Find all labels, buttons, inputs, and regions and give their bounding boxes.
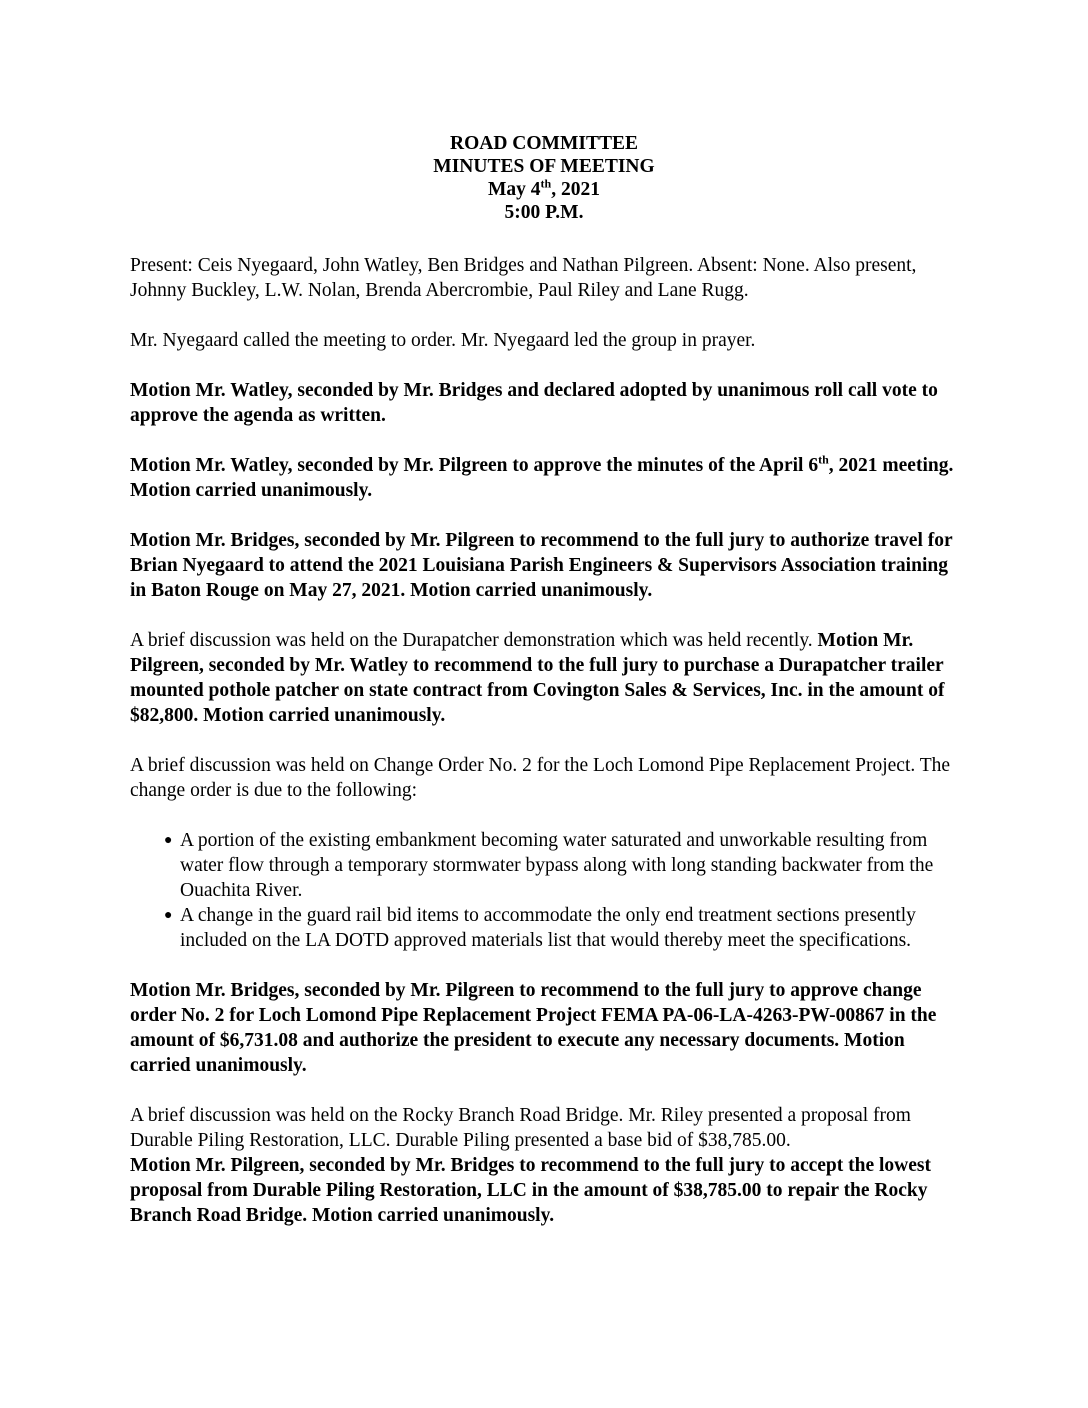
document-title: MINUTES OF MEETING <box>433 156 655 177</box>
minutes-body <box>130 253 966 1253</box>
call-to-order-paragraph: Mr. Nyegaard called the meeting to order. Mr. Nyegaard led the group in prayer. <box>130 330 756 351</box>
document-header <box>0 132 1088 224</box>
bullet-icon: ● <box>164 908 173 923</box>
durapatcher-discussion: A brief discussion was held on the Durapatcher demonstration which was held recently. <box>130 630 818 651</box>
committee-title: ROAD COMMITTEE <box>450 133 638 154</box>
list-item-text: A portion of the existing embankment becoming water saturated and unworkable resulting from water flow through a temporary stormwater bypass along with long standing backwater from the Ouachita River. <box>180 830 934 901</box>
rocky-branch-discussion: A brief discussion was held on the Rocky Branch Road Bridge. Mr. Riley presented a proposal from Durable Piling Restoration, LLC. Durable Piling presented a base bid of $38,785.00. <box>130 1105 911 1151</box>
motion-minutes-prefix: Motion Mr. Watley, seconded by Mr. Pilgreen to approve the minutes of the April 6 <box>130 455 819 476</box>
date-suffix: , 2021 <box>551 179 600 200</box>
durapatcher-paragraph <box>130 628 966 728</box>
motion-minutes <box>130 453 966 503</box>
change-order-reasons-list <box>130 828 966 953</box>
date-ordinal: th <box>540 176 552 191</box>
motion-agenda: Motion Mr. Watley, seconded by Mr. Bridges and declared adopted by unanimous roll call vote to approve the agenda as written. <box>130 380 938 426</box>
durapatcher-motion: Motion Mr. Pilgreen, seconded by Mr. Watley to recommend to the full jury to purchase a Durapatcher trailer mounted pothole patcher on state contract from Covington Sales & Services, Inc. in the amount of $82,800. Motion carried unanimously. <box>130 630 945 726</box>
rocky-branch-paragraph <box>130 1103 966 1228</box>
motion-change-order: Motion Mr. Bridges, seconded by Mr. Pilgreen to recommend to the full jury to approve change order No. 2 for Loch Lomond Pipe Replacement Project FEMA PA-06-LA-4263-PW-00867 in the amount of $6,731.08 and authorize the president to execute any necessary documents. Motion carried unanimously. <box>130 980 937 1076</box>
motion-minutes-suffix: , 2021 meeting. Motion carried unanimously. <box>130 455 954 501</box>
attendance-paragraph: Present: Ceis Nyegaard, John Watley, Ben Bridges and Nathan Pilgreen. Absent: None. Also present, Johnny Buckley, L.W. Nolan, Brenda Abercrombie, Paul Riley and Lane Rugg. <box>130 255 917 301</box>
meeting-time: 5:00 P.M. <box>504 202 584 223</box>
change-order-discussion: A brief discussion was held on Change Order No. 2 for the Loch Lomond Pipe Replacement Project. The change order is due to the following: <box>130 755 951 801</box>
meeting-date <box>0 178 1088 201</box>
list-item <box>164 903 966 953</box>
list-item-text: A change in the guard rail bid items to accommodate the only end treatment sections presently included on the LA DOTD approved materials list that would thereby meet the specifications. <box>180 905 916 951</box>
date-prefix: May 4 <box>488 179 541 200</box>
list-item <box>164 828 966 903</box>
bullet-icon: ● <box>164 833 173 848</box>
motion-minutes-ordinal: th <box>818 452 829 467</box>
motion-travel: Motion Mr. Bridges, seconded by Mr. Pilgreen to recommend to the full jury to authorize travel for Brian Nyegaard to attend the 2021 Louisiana Parish Engineers & Supervisors Association training in Baton Rouge on May 27, 2021. Motion carried unanimously. <box>130 530 953 601</box>
rocky-branch-motion: Motion Mr. Pilgreen, seconded by Mr. Bridges to recommend to the full jury to accept the lowest proposal from Durable Piling Restoration, LLC in the amount of $38,785.00 to repair the Rocky Branch Road Bridge. Motion carried unanimously. <box>130 1155 932 1226</box>
